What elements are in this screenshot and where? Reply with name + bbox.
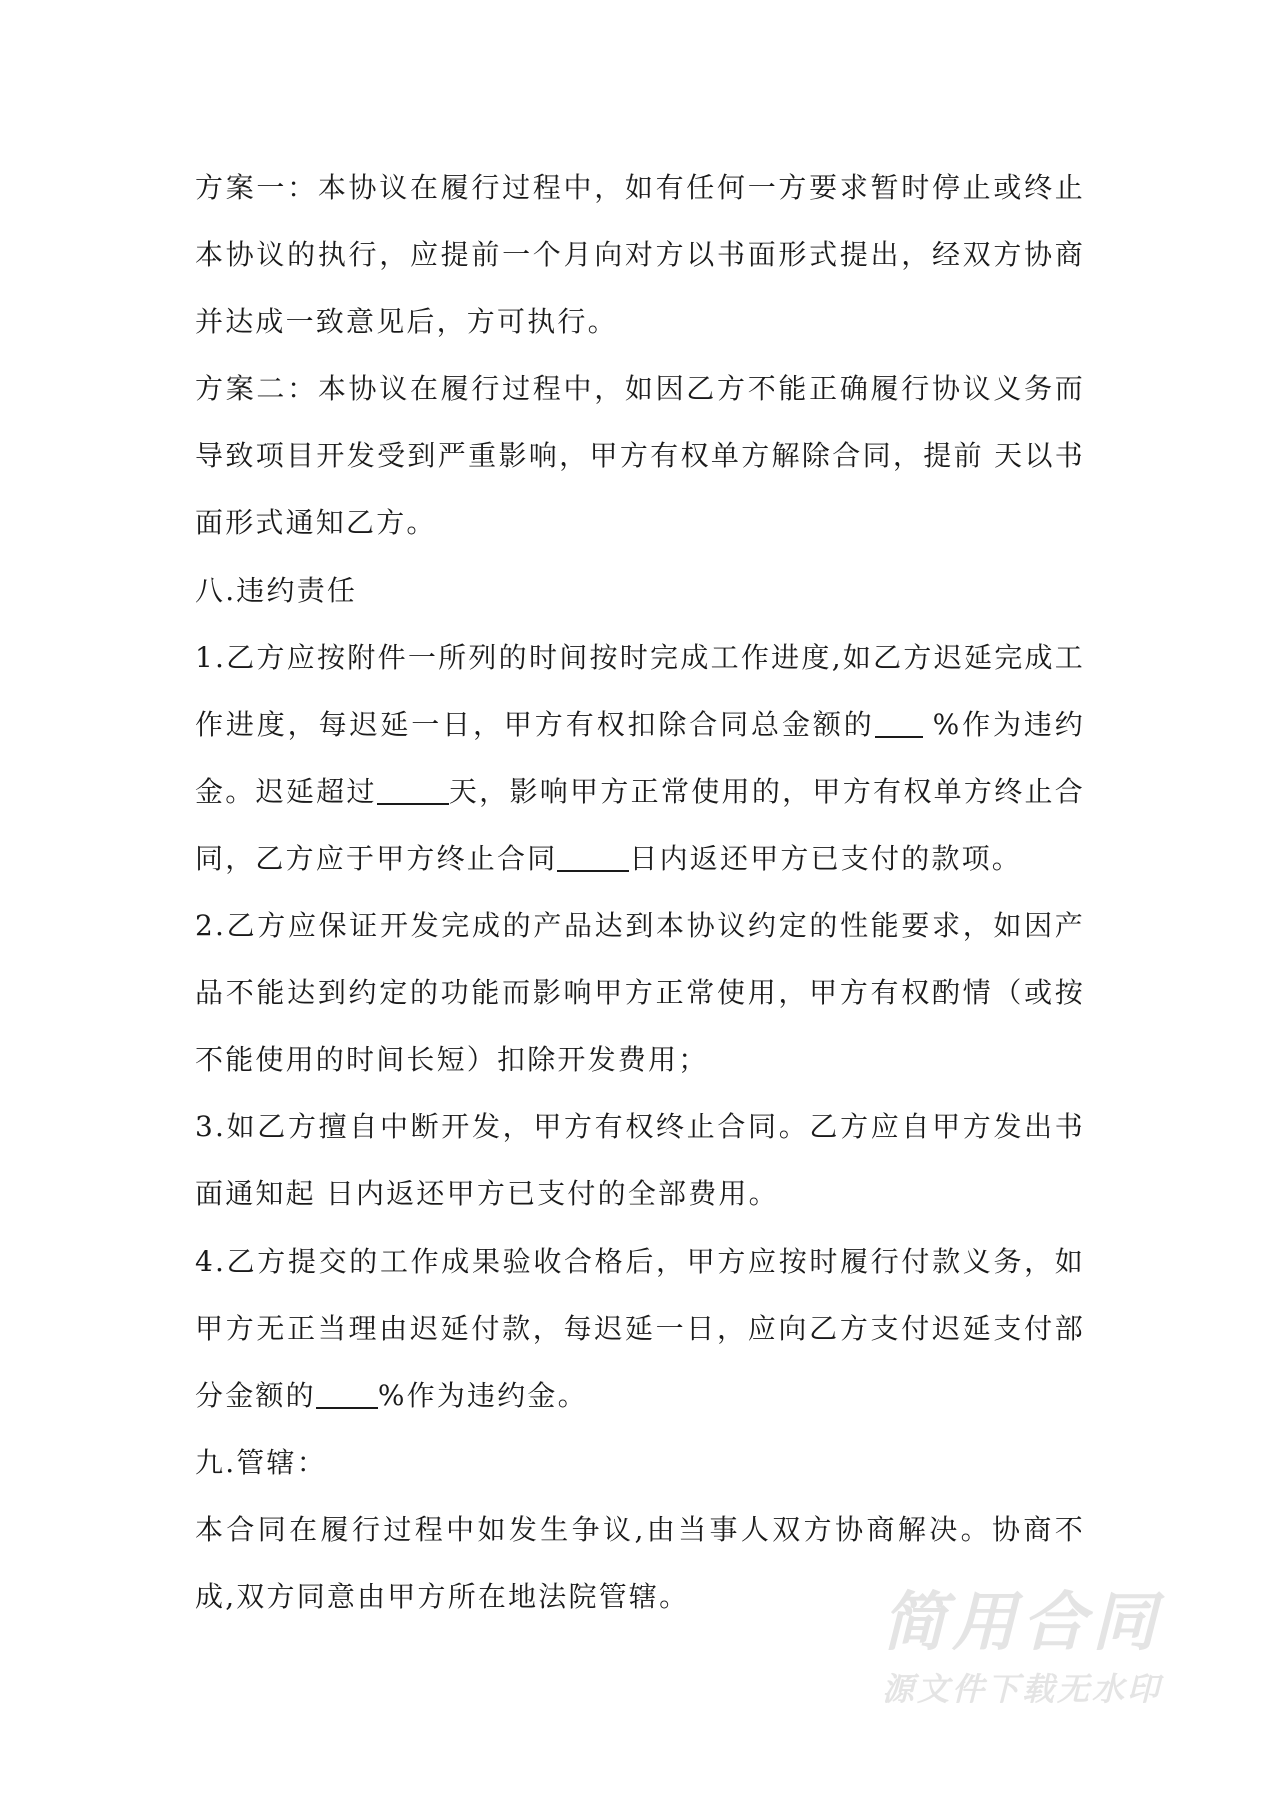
paragraph-item-1 (195, 624, 1085, 892)
blank-penalty-percent (875, 706, 923, 738)
paragraph-plan-one (195, 154, 1085, 355)
item-2-text: 2.乙方应保证开发完成的产品达到本协议约定的性能要求，如因产品不能达到约定的功能而影响甲方正常使用，甲方有权酌情（或按不能使用的时间长短）扣除开发费用； (195, 909, 1085, 1077)
plan-one-text: 方案一：本协议在履行过程中，如有任何一方要求暂时停止或终止本协议的执行，应提前一个月向对方以书面形式提出，经双方协商并达成一致意见后，方可执行。 (195, 171, 1085, 339)
item-1-text-a: 1.乙方应按附件一所列的时间按时完成工作进度,如乙方迟延完成工作进度，每迟延一日，甲方有权扣除合同总金额的 (195, 640, 1085, 741)
paragraph-plan-two (195, 355, 1085, 556)
section-8-heading: 八.违约责任 (195, 573, 358, 607)
watermark-subtitle: 源文件下载无水印 (882, 1670, 1163, 1708)
section-9-heading: 九.管辖： (195, 1445, 327, 1479)
plan-two-text-start: 方案二：本协议在履行过程中，如因乙方不能正确履行协议义务而导致项目开发受到严重影响，甲方有权单方解除合同，提前 (195, 372, 1085, 473)
document-body (195, 154, 1085, 1630)
item-3-text-b: 日内返还甲方已支付的全部费用。 (325, 1177, 779, 1211)
blank-late-payment-percent (316, 1377, 378, 1409)
paragraph-item-2 (195, 892, 1085, 1093)
item-4-text-b: %作为违约金。 (377, 1378, 588, 1412)
jurisdiction-text: 本合同在履行过程中如发生争议,由当事人双方协商解决。协商不成,双方同意由甲方所在地法院管辖。 (195, 1512, 1085, 1613)
blank-refund-days (557, 840, 629, 872)
item-3-text-a: 3.如乙方擅自中断开发，甲方有权终止合同。乙方应自甲方发出书面通知起 (195, 1110, 1085, 1211)
section-heading-jurisdiction (195, 1429, 1085, 1496)
item-4-text-a: 4.乙方提交的工作成果验收合格后，甲方应按时履行付款义务，如甲方无正当理由迟延付款，每迟延一日，应向乙方支付迟延支付部分金额的 (195, 1244, 1085, 1412)
item-1-text-d: 日内返还甲方已支付的款项。 (629, 841, 1023, 875)
blank-delay-days (377, 773, 449, 805)
paragraph-item-4 (195, 1228, 1085, 1429)
paragraph-item-3 (195, 1093, 1085, 1227)
watermark (882, 1588, 1182, 1708)
item-1-text-c: 天，影响甲方正常使用的，甲方有权单方终止合同，乙方应于甲方终止合同 (195, 774, 1086, 875)
watermark-title: 简用合同 (882, 1586, 1162, 1660)
section-heading-breach-liability (195, 557, 1085, 624)
plan-two-text-end: 天以书面形式通知乙方。 (195, 439, 1086, 540)
item-1-text-b: %作为违约金。迟延超过 (195, 707, 1085, 808)
